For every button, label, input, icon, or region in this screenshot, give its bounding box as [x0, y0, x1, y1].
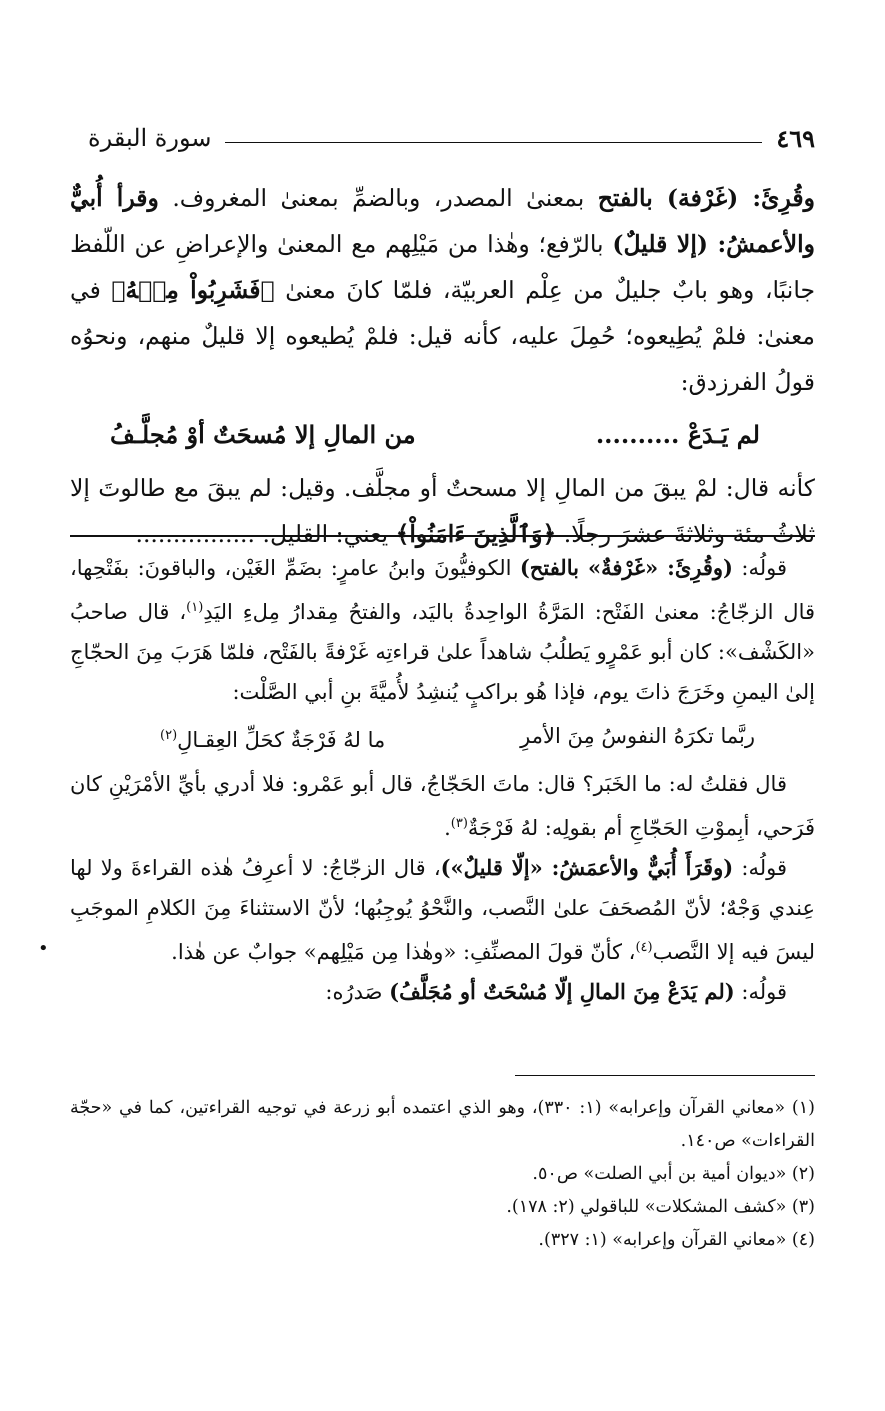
text-run: الكوفيُّونَ وابنُ عامرٍ: بضَمِّ الغَيْن، والباقونَ: بفَتْحِها، قال الزجّاجُ: معنىٰ الفَتْح: المَرَّةُ الواحِدةُ باليَد، والفتحُ مِقدارُ مِلءِ اليَدِ: [70, 556, 816, 624]
text-run: ، قال صاحبُ «الكَشْف»: كان أبو عَمْرٍو يَطلُبُ شاهداً علىٰ قراءتِه غَرْفةً بالفَتْح، فلمّا هَرَبَ مِنَ الحجّاجِ إلىٰ اليمنِ وخَرَجَ ذاتَ يوم، فإذا هُو براكبٍ يُنشِدُ لأُميَّةَ بنِ أبي الصَّلْت:: [70, 600, 815, 704]
verse-farazdaq: [70, 405, 815, 465]
text-run: ، كأنّ قولَ المصنِّفِ: «وهٰذا مِن مَيْلِهم» جوابٌ عن هٰذا.: [171, 940, 636, 964]
page-header: [88, 118, 815, 158]
footnote-4: (٤) «معاني القرآن وإعرابه» (١: ٣٢٧).: [538, 1230, 815, 1250]
quran-quote: ﴿فَشَرِبُواْ مِنۡهُ﴾: [111, 276, 275, 304]
reading-ubayy: وقرأ أُبيٌّ والأعمشُ: (إلا قليلٌ): [70, 184, 815, 258]
footnote-ref: (٣): [450, 816, 468, 831]
footnote-1: (١) «معاني القرآن وإعرابه» (١: ٣٣٠)، وهو الذي اعتمده أبو زرعة في توجيه القراءتين، كما في «حجّة القراءات» ص١٤٠.: [70, 1098, 815, 1151]
text-run: ، قال الزجّاجُ: لا أعرِفُ هٰذه القراءةَ ولا لها عِندي وَجْهٌ؛ لأنّ المُصحَفَ علىٰ النَّصب، والنَّحْوُ يُوجِبُها؛ لأنّ الاستثناءَ مِنَ الكلامِ الموجَبِ ليسَ فيه إلا النَّصب: [70, 856, 815, 964]
reading-ghurfa: وقُرِئَ: (غَرْفة) بالفتح: [597, 184, 815, 212]
surah-title: سورة البقرة: [88, 124, 212, 152]
footnote-ref: (٢): [160, 728, 178, 743]
footnotes: [70, 1092, 815, 1257]
commentary-paragraph-2: قال فقلتُ له: ما الخَبَر؟ قال: ماتَ الحَجّاجُ، قال أبو عَمْرو: فلا أدري بأيِّ الأمْرَيْنِ كان فَرَحي، أبِموْتِ الحَجّاجِ أم بقولِه: لهُ فَرْجَةٌ$^{(٣)}$.: [70, 772, 815, 840]
lemma: (لم يَدَعْ مِنَ المالِ إلّا مُسْحَتٌ أو مُجَلَّفُ): [389, 979, 735, 1004]
header-rule: [225, 142, 762, 143]
text-run: يعني: القليل.: [255, 520, 396, 548]
quran-quote: ﴿وَٱلَّذِينَ ءَامَنُواْ﴾: [395, 520, 557, 548]
verse-hemistich-1: لم يَـدَعْ ..........: [595, 420, 760, 449]
main-paragraph-1: [70, 175, 815, 405]
commentary-paragraph-1: [70, 548, 815, 712]
text-run: قولُه:: [733, 556, 788, 580]
ellipsis-dots: ................: [135, 520, 255, 548]
footnote-2: (٢) «ديوان أمية بن أبي الصلت» ص٥٠.: [532, 1164, 815, 1184]
footnote-3: (٣) «كشف المشكلات» للباقولي (٢: ١٧٨).: [506, 1197, 815, 1217]
lemma: (وقُرِئَ: «غَرْفةٌ» بالفتح): [519, 555, 733, 580]
footnote-ref: (٤): [635, 940, 653, 955]
lemma: (وقَرَأَ أُبَيٌّ والأعمَشُ: «إلّا قليلٌ»): [440, 855, 734, 880]
text-run: قال فقلتُ له: ما الخَبَر؟ قال: ماتَ الحَجّاجُ، قال أبو عَمْرو: فلا أدري بأيِّ الأمْرَيْنِ كان فَرَحي، أبِموْتِ الحَجّاجِ أم بقولِه: لهُ فَرْجَةٌ: [70, 772, 815, 840]
commentary-paragraph-3: [70, 848, 815, 972]
verse-umayya: [70, 712, 815, 764]
verse-hemistich-1: ربَّما تكرَهُ النفوسُ مِنَ الأمرِ: [520, 724, 755, 748]
commentary-paragraph-4: [70, 972, 815, 1012]
main-text: [70, 175, 815, 557]
text-run: بمعنىٰ المصدر، وبالضمِّ بمعنىٰ المغروف.: [158, 184, 598, 212]
text-run: بالرّفع؛ وهٰذا من مَيْلِهم مع المعنىٰ والإعراضِ عن اللّفظ جانبًا، وهو بابٌ جليلٌ من عِلْم العربيّة، فلمّا كانَ معنىٰ: [70, 230, 816, 304]
footnote-ref: (١): [186, 600, 204, 615]
section-divider: [70, 535, 815, 537]
text-run: صَدرُه:: [325, 980, 390, 1004]
commentary: [70, 548, 815, 1012]
text-run: ما لهُ فَرْجَةٌ كحَلِّ العِقـالِ: [177, 728, 386, 752]
text-run: قولُه:: [733, 856, 787, 880]
margin-dot: •: [38, 938, 49, 959]
main-paragraph-2: [70, 465, 815, 557]
verse-hemistich-2: من المالِ إلا مُسحَتٌ أوْ مُجلَّـفُ: [110, 420, 416, 449]
text-run: في معنىٰ: فلمْ يُطِيعوه؛ حُمِلَ عليه، كأنه قيل: فلمْ يُطيعوه إلا قليلٌ منهم، ونحوُه قولُ الفرزدق:: [70, 276, 815, 396]
text-run: كأنه قال: لمْ يبقَ من المالِ إلا مسحتٌ أو مجلَّف. وقيل: لم يبقَ مع طالوتَ إلا ثلاثُ مئة وثلاثةَ عشرَ رجلًا.: [70, 474, 815, 548]
footnote-rule: [515, 1075, 815, 1076]
verse-hemistich-2: [160, 716, 385, 760]
page-number: ٤٦٩: [776, 123, 815, 153]
text-run: قولُه:: [734, 980, 787, 1004]
